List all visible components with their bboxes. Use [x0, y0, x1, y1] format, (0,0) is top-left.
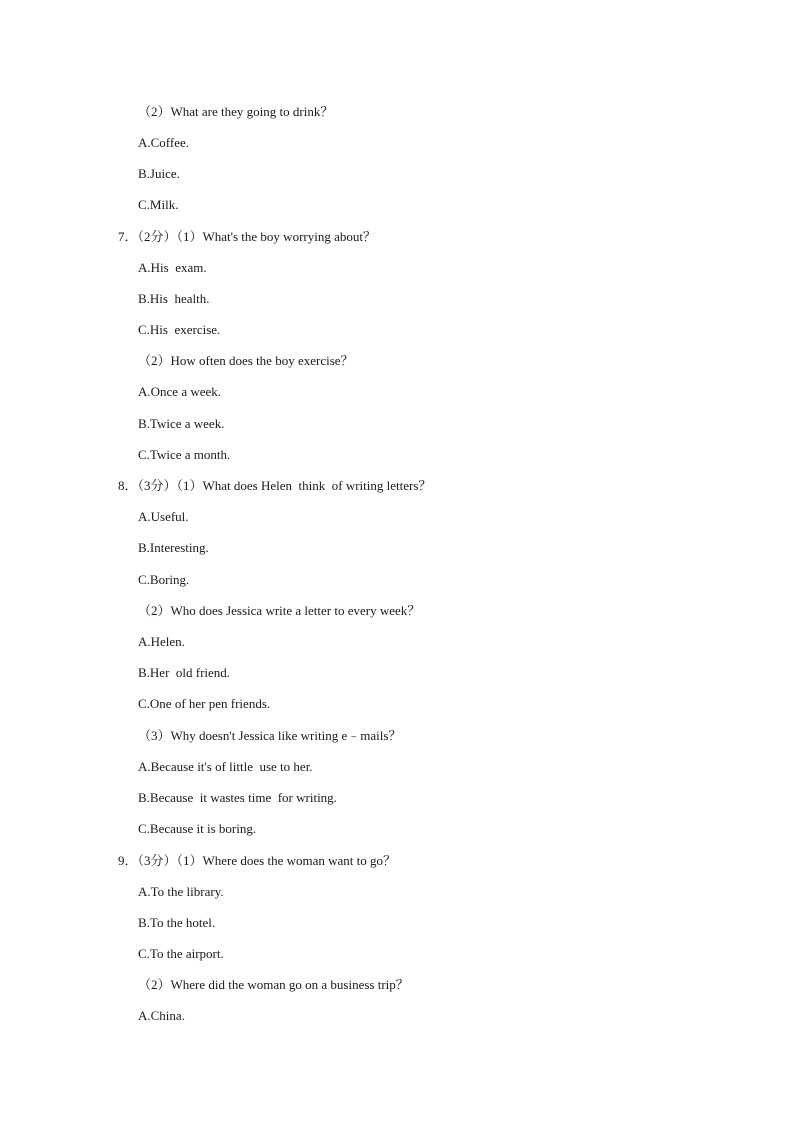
- option-a: A.China.: [138, 1008, 185, 1023]
- option-b: B.Twice a week.: [138, 416, 225, 431]
- question-8-part-3: （3）Why doesn't Jessica like writing e﹣mails？: [138, 728, 402, 743]
- option-a: A.Once a week.: [138, 384, 222, 399]
- option-a: A.To the library.: [138, 884, 224, 899]
- option-a: A.Helen.: [138, 634, 185, 649]
- question-9-part-2: （2）Where did the woman go on a business trip？: [138, 977, 409, 992]
- option-c: C.To the airport.: [138, 946, 224, 961]
- option-a: A.Because it's of little use to her.: [138, 759, 313, 774]
- option-c: C.His exercise.: [138, 322, 221, 337]
- option-b: B.His health.: [138, 291, 210, 306]
- option-b: B.Interesting.: [138, 540, 209, 555]
- question-8-part-1: 8．（3分）（1）What does Helen think of writing letters？: [118, 478, 432, 493]
- option-a: A.Coffee.: [138, 135, 190, 150]
- question-7-part-1: 7．（2分）（1）What's the boy worrying about？: [118, 229, 376, 244]
- option-a: A.Useful.: [138, 509, 189, 524]
- option-a: A.His exam.: [138, 260, 207, 275]
- option-b: B.Her old friend.: [138, 665, 231, 680]
- question-8-part-2: （2）Who does Jessica write a letter to every week？: [138, 603, 421, 618]
- option-c: C.Boring.: [138, 572, 190, 587]
- question-6-part-2: （2）What are they going to drink？: [138, 104, 334, 119]
- option-b: B.To the hotel.: [138, 915, 216, 930]
- option-c: C.One of her pen friends.: [138, 696, 271, 711]
- question-9-part-1: 9．（3分）（1）Where does the woman want to go？: [118, 853, 397, 868]
- question-7-part-2: （2）How often does the boy exercise？: [138, 353, 354, 368]
- option-b: B.Juice.: [138, 166, 180, 181]
- option-c: C.Milk.: [138, 197, 179, 212]
- option-b: B.Because it wastes time for writing.: [138, 790, 337, 805]
- option-c: C.Because it is boring.: [138, 821, 257, 836]
- option-c: C.Twice a month.: [138, 447, 231, 462]
